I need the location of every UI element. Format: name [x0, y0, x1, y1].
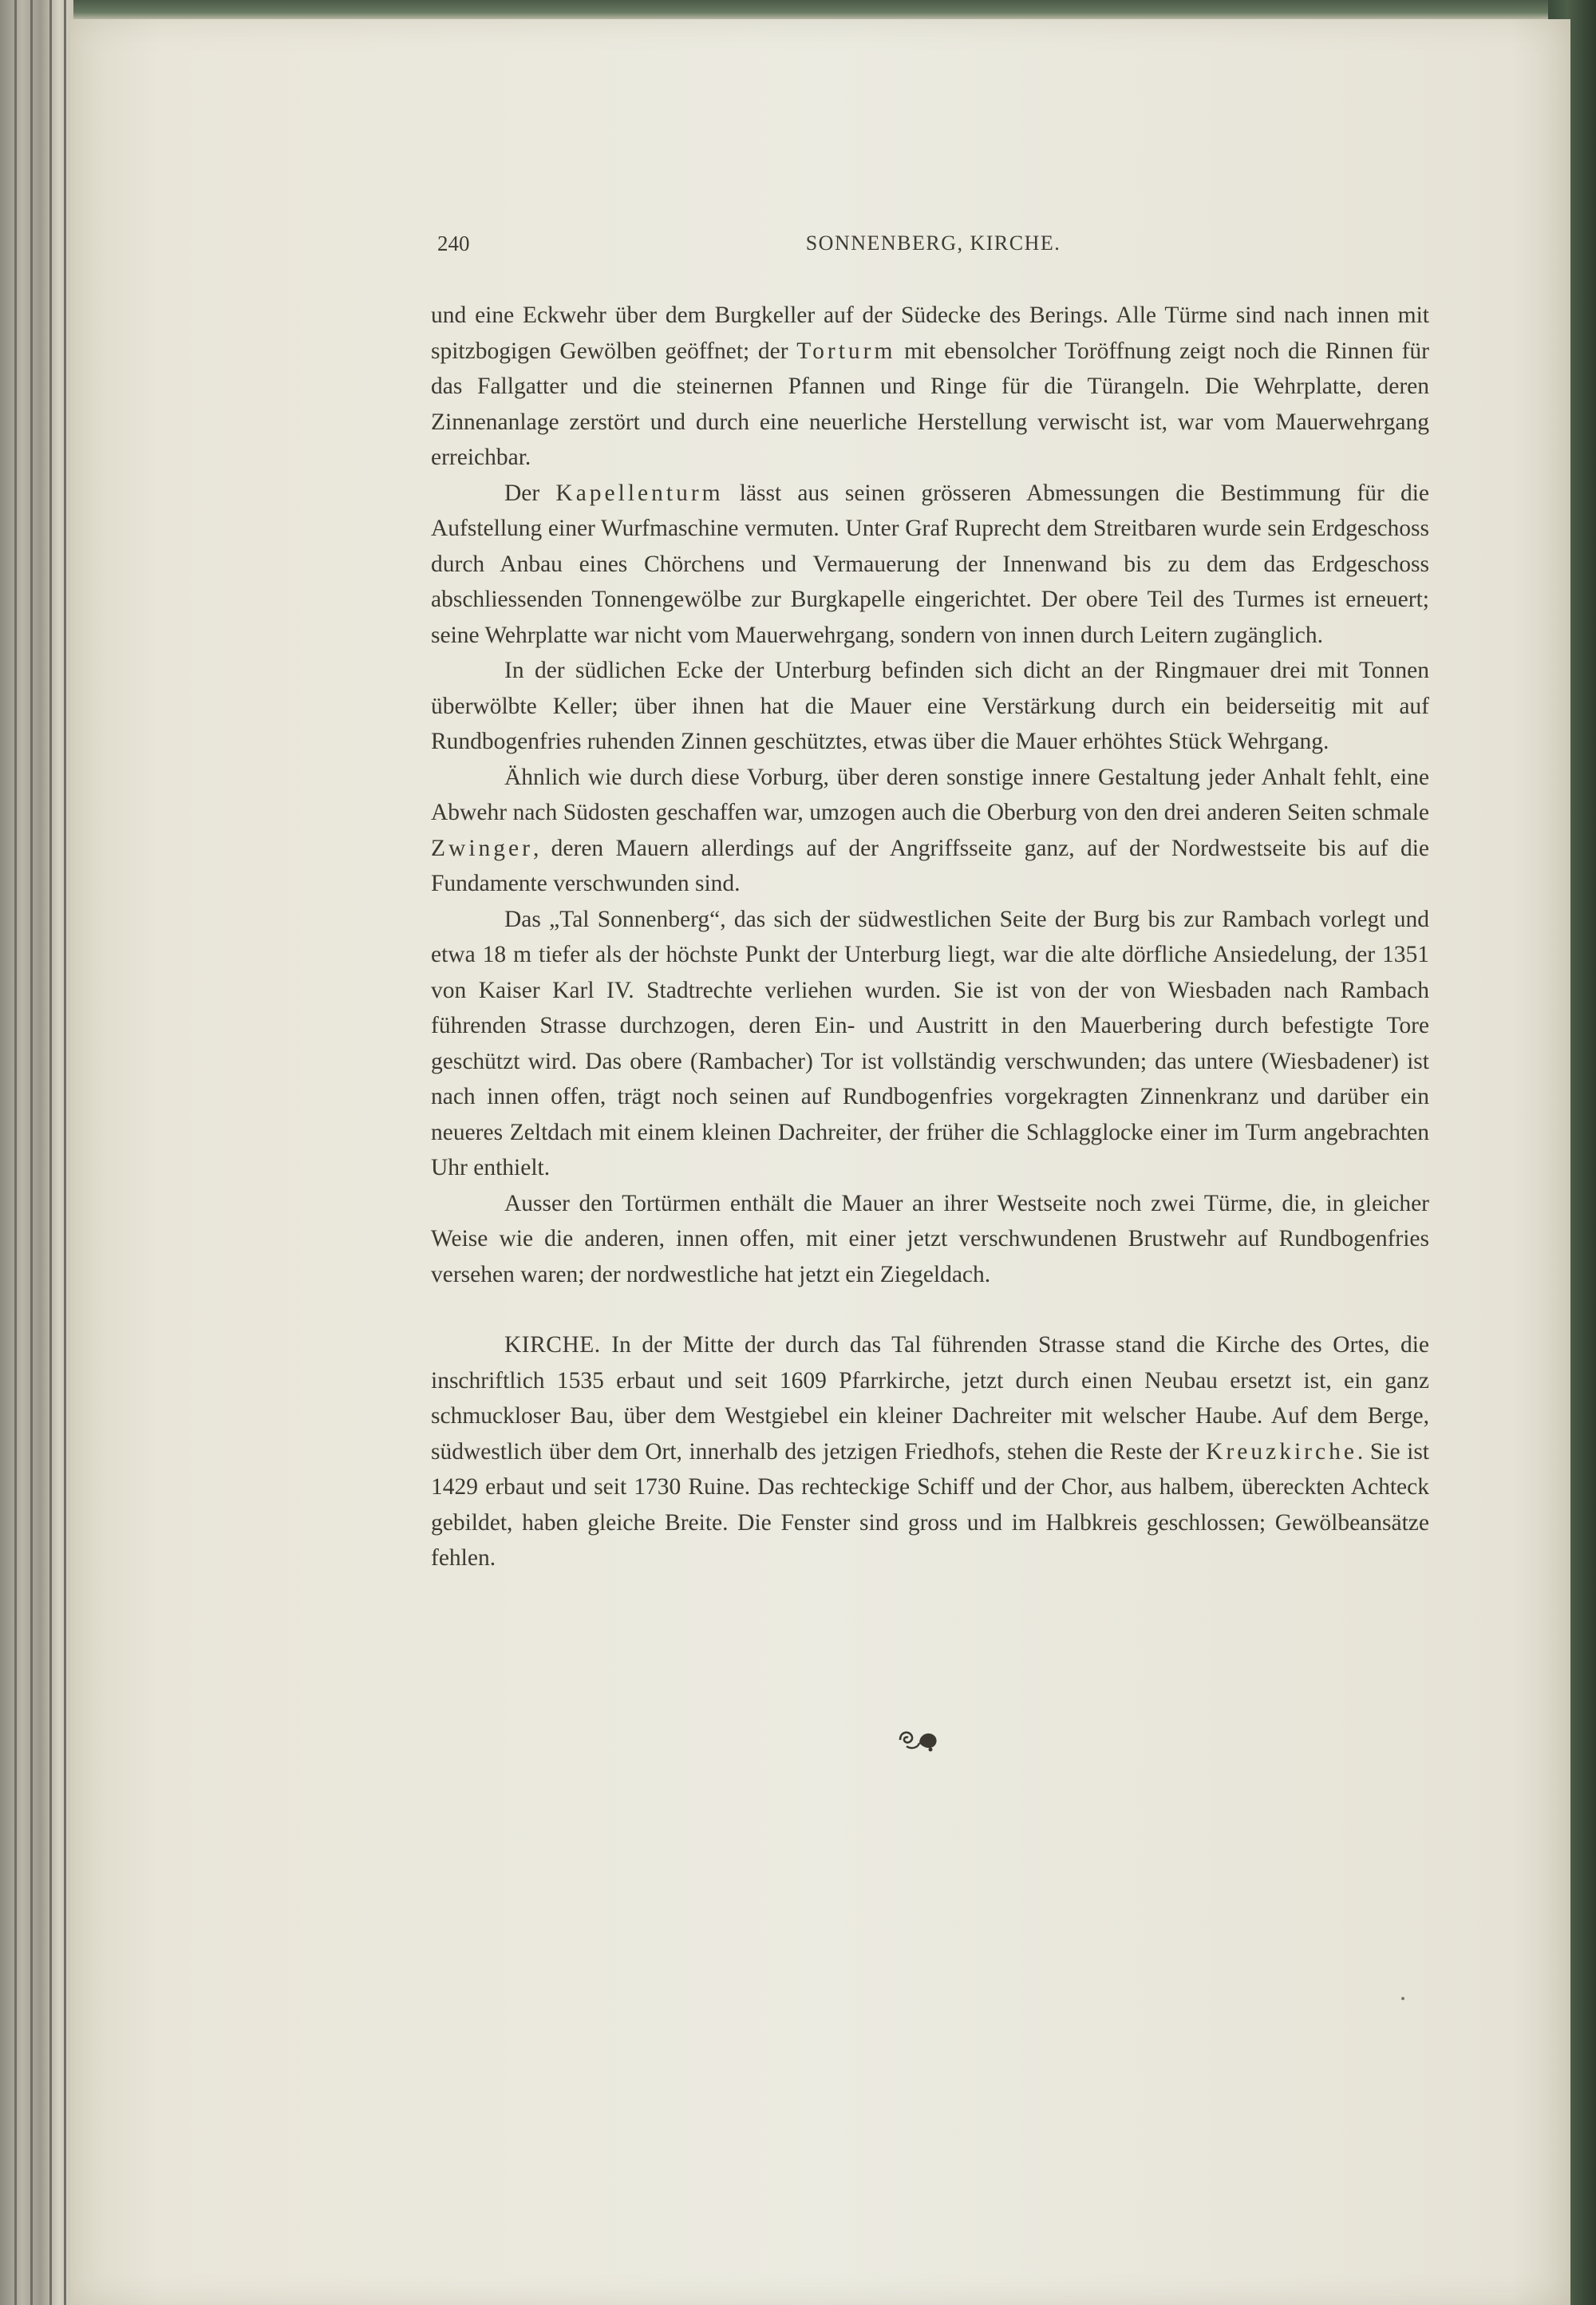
binding-line: [64, 0, 66, 2305]
emphasized-term: Torturm: [796, 338, 896, 364]
emphasized-term: Kreuzkirche: [1206, 1438, 1357, 1465]
emphasized-term: Kapellenturm: [555, 480, 724, 506]
binding-line: [14, 0, 17, 2305]
section-heading: KIRCHE.: [504, 1332, 601, 1358]
binding-line: [30, 0, 33, 2305]
running-title: SONNENBERG, KIRCHE.: [805, 231, 1061, 255]
page-number: 240: [437, 231, 470, 255]
book-cover-top-edge: [32, 0, 1596, 21]
body-text: [431, 298, 1429, 1576]
page-header: [437, 231, 1429, 260]
fleuron-icon: [895, 1722, 943, 1754]
paragraph: Ausser den Tortürmen enthält die Mauer an ihrer Westseite noch zwei Türme, die, in gleicher Weise wie die anderen, innen offen, mit einer jetzt verschwundenen Brustwehr auf Rundbogenfries versehen waren; der nordwestliche hat jetzt ein Ziegeldach.: [431, 1190, 1429, 1287]
paragraph: Das „Tal Sonnenberg“, das sich der südwestlichen Seite der Burg bis zur Rambach vorlegt und etwa 18 m tiefer als der höchste Punkt der Unterburg liegt, war die alte dörfliche Ansiedelung, der 1351 von Kaiser Karl IV. Stadtrechte verliehen wurden. Sie ist von der von Wiesbaden nach Rambach führenden Strasse durchzogen, deren Ein- und Austritt in den Mauerbering durch befestigte Tore geschützt wird. Das obere (Rambacher) Tor ist vollständig verschwunden; das untere (Wiesbadener) ist nach innen offen, trägt noch seinen auf Rundbogenfries vorgekragten Zinnenkranz und darüber ein neueres Zeltdach mit einem kleinen Dachreiter, der früher die Schlagglocke einer im Turm angebrachten Uhr enthielt.: [431, 906, 1429, 1180]
book-binding-edge: [0, 0, 73, 2305]
section-paragraph-kirche: KIRCHE. In der Mitte der durch das Tal führenden Strasse stand die Kirche des Ortes, die inschriftlich 1535 erbaut und seit 1609 Pfarrkirche, jetzt durch einen Neubau ersetzt ist, ein ganz schmuckloser Bau, über dem Westgiebel ein kleiner Dachreiter mit welscher Haube. Auf dem Berge, südwestlich über dem Ort, innerhalb des jetzigen Friedhofs, stehen die Reste der Kreuzkirche. Sie ist 1429 erbaut und seit 1730 Ruine. Das rechteckige Schiff und der Chor, aus halbem, übereckten Achteck gebildet, haben gleiche Breite. Die Fenster sind gross und im Halbkreis geschlossen; Gewölbeansätze fehlen.: [431, 1332, 1429, 1571]
paragraph: In der südlichen Ecke der Unterburg befinden sich dicht an der Ringmauer drei mit Tonnen überwölbte Keller; über ihnen hat die Mauer eine Verstärkung durch ein beiderseitig mit auf Rundbogenfries ruhenden Zinnen geschütztes, etwas über die Mauer erhöhtes Stück Wehrgang.: [431, 658, 1429, 754]
binding-line: [49, 0, 52, 2305]
emphasized-term: Zwinger: [431, 835, 533, 861]
paragraph: Der Kapellenturm lässt aus seinen grösseren Abmessungen die Bestimmung für die Aufstellung einer Wurfmaschine vermuten. Unter Graf Ruprecht dem Streitbaren wurde sein Erdgeschoss durch Anbau eines Chörchens und Vermauerung der Innenwand bis zu dem das Erdgeschoss abschliessenden Tonnengewölbe zur Burgkapelle eingerichtet. Der obere Teil des Turmes ist erneuert; seine Wehrplatte war nicht vom Mauerwehrgang, sondern von innen durch Leitern zugänglich.: [431, 480, 1429, 648]
paragraph: Ähnlich wie durch diese Vorburg, über deren sonstige innere Gestaltung jeder Anhalt fehlt, eine Abwehr nach Südosten geschaffen war, umzogen auch die Oberburg von den drei anderen Seiten schmale Zwinger, deren Mauern allerdings auf der Angriffsseite ganz, auf der Nordwestseite bis auf die Fundamente verschwunden sind.: [431, 764, 1429, 896]
paragraph: und eine Eckwehr über dem Burgkeller auf der Südecke des Berings. Alle Türme sind nach innen mit spitzbogigen Gewölben geöffnet; der Torturm mit ebensolcher Toröffnung zeigt noch die Rinnen für das Fallgatter und die steinernen Pfannen und Ringe für die Türangeln. Die Wehrplatte, deren Zinnenanlage zerstört und durch eine neuerliche Herstellung verwischt ist, war vom Mauerwehrgang erreichbar.: [431, 302, 1429, 470]
paper-speck: [1401, 1997, 1404, 2000]
